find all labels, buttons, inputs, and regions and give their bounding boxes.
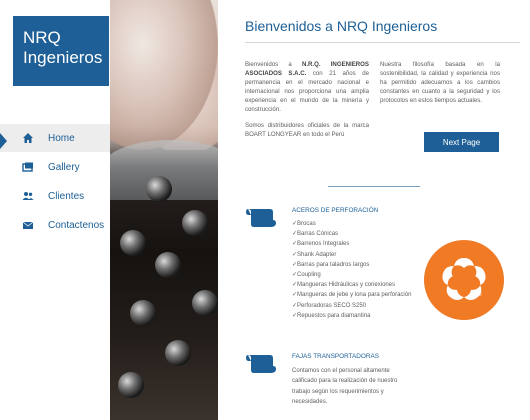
list-item: ✓Mangueras Hidráulicas y conexiones bbox=[292, 282, 396, 289]
brand-logo[interactable] bbox=[13, 16, 109, 86]
nav-item-label: Clientes bbox=[48, 190, 85, 202]
company-legal-name: N.R.Q. INGENIEROS ASOCIADOS S.A.C. bbox=[245, 61, 369, 77]
home-icon bbox=[22, 132, 34, 144]
active-indicator-arrow-icon bbox=[0, 133, 7, 149]
page-title: Bienvenidos a NRQ Ingenieros bbox=[245, 18, 438, 34]
section-divider bbox=[328, 186, 420, 187]
users-icon bbox=[22, 190, 34, 202]
list-item: ✓Repuestos para diamantina bbox=[292, 312, 371, 319]
nav-item-home[interactable] bbox=[0, 124, 110, 152]
next-page-button[interactable]: Next Page bbox=[424, 132, 499, 152]
list-item: ✓Mangueras de jebe y lona para perforación bbox=[292, 292, 412, 299]
hero-photo-drill-bit bbox=[110, 0, 218, 420]
nav-item-label: Contactenos bbox=[48, 219, 105, 231]
list-item: ✓Barras para taladros largos bbox=[292, 261, 370, 268]
intro-text bbox=[245, 60, 369, 146]
nav-item-clientes[interactable] bbox=[0, 182, 110, 210]
brand-name-line1: NRQ bbox=[23, 28, 61, 47]
list-item: ✓Barras Cónicas bbox=[292, 231, 339, 238]
list-item: ✓Shank Adapter bbox=[292, 251, 337, 258]
boart-longyear-logo-icon bbox=[424, 240, 504, 320]
main-nav bbox=[0, 124, 110, 240]
nav-item-gallery[interactable] bbox=[0, 153, 110, 181]
list-item: ✓Perforadoras SECO S250 bbox=[292, 302, 367, 309]
registered-mark: ® bbox=[478, 292, 482, 298]
main-content bbox=[218, 0, 530, 420]
scroll-icon bbox=[246, 206, 276, 226]
aceros-product-list bbox=[292, 219, 422, 321]
nav-item-label: Gallery bbox=[48, 161, 80, 173]
brand-name-line2: Ingenieros bbox=[23, 48, 103, 67]
title-divider bbox=[245, 42, 520, 43]
section-title-fajas: FAJAS TRANSPORTADORAS bbox=[292, 353, 380, 360]
intro-paragraph: Bienvenidos a N.R.Q. INGENIEROS ASOCIADOS S.A.C. con 21 años de permanencia en el mercado nacional e internacional nos proporciona una amplia experiencia en el mundo de la minería y construcción. bbox=[245, 61, 369, 113]
list-item: ✓Barrenos Integrales bbox=[292, 241, 350, 248]
philosophy-paragraph: Nuestra filosofía basada en la sostenibilidad, la calidad y experiencia nos ha permitido adecuamos a los cambios constantes en cuanto a la seguridad y los protocolos en estos tiempos actuales. bbox=[380, 61, 500, 104]
scroll-icon bbox=[246, 352, 276, 372]
fajas-description: Contamos con el personal altamente calificado para la realización de nuestro trabajo según los requerimientos y necesidades. bbox=[292, 368, 398, 406]
list-item: ✓Coupling bbox=[292, 272, 321, 279]
nav-item-contactenos[interactable] bbox=[0, 211, 110, 239]
nav-item-label: Home bbox=[48, 132, 75, 144]
section-title-aceros: ACEROS DE PERFORACIÓN bbox=[292, 207, 379, 214]
sidebar bbox=[0, 0, 110, 420]
images-icon bbox=[22, 161, 34, 173]
envelope-icon bbox=[22, 219, 34, 231]
list-item: ✓Brocas bbox=[292, 221, 316, 227]
distributors-paragraph: Somos distribuidores oficiales de la marca BOART LONGYEAR en todo el Perú bbox=[245, 122, 369, 138]
